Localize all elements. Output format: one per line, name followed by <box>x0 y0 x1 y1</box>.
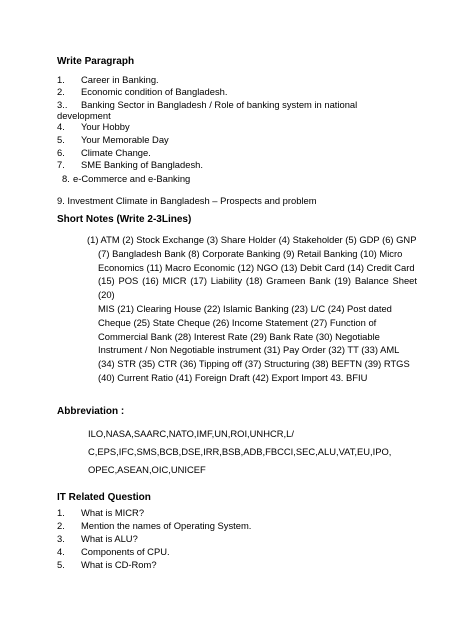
list-item-text: What is CD-Rom? <box>81 559 157 570</box>
short-notes-line: (1) ATM (2) Stock Exchange (3) Share Holder (4) Stakeholder (5) GDP (6) GNP <box>87 234 417 245</box>
list-item-number: 1. <box>57 507 65 518</box>
list-item-text: e-Commerce and e-Banking <box>73 173 191 184</box>
list-item-text: Components of CPU. <box>81 546 170 557</box>
abbreviation-line: ILO,NASA,SAARC,NATO,IMF,UN,ROI,UNHCR,L/ <box>88 428 294 439</box>
list-item-number: 5. <box>57 134 65 145</box>
short-notes-heading: Short Notes (Write 2-3Lines) <box>57 214 192 225</box>
list-item-text: Banking Sector in Bangladesh / Role of banking system in national <box>81 99 358 110</box>
abbreviation-list <box>88 425 391 479</box>
short-notes-line: Cheque (25) State Cheque (26) Income Statement (27) Function of <box>98 316 377 328</box>
short-notes-line: Commercial Bank (28) Interest Rate (29) Bank Rate (30) Negotiable <box>98 330 380 342</box>
abbreviation-line: OPEC,ASEAN,OIC,UNICEF <box>88 464 206 475</box>
list-item-text: Career in Banking. <box>81 74 159 85</box>
list-item-number: 6. <box>57 147 65 158</box>
it-related-heading: IT Related Question <box>57 492 151 503</box>
short-notes-line: (15) POS (16) MICR (17) Liability (18) Grameen Bank (19) Balance Sheet (20) <box>98 275 417 301</box>
write-paragraph-heading: Write Paragraph <box>57 56 135 67</box>
list-item-number: 8. <box>62 173 70 184</box>
short-notes-line: Economics (11) Macro Economic (12) NGO (13) Debit Card (14) Credit Card <box>98 261 415 273</box>
list-item-number: 2. <box>57 520 65 531</box>
list-item-number: 1. <box>57 74 65 85</box>
list-item-number: 4. <box>57 121 65 132</box>
list-item-number: 3.. <box>57 99 68 110</box>
list-item-text: Economic condition of Bangladesh. <box>81 86 228 97</box>
list-item-number: 5. <box>57 559 65 570</box>
abbreviation-line: C,EPS,IFC,SMS,BCB,DSE,IRR,BSB,ADB,FBCCI,SEC,ALU,VAT,EU,IPO, <box>88 446 392 457</box>
list-item-number: 4. <box>57 546 65 557</box>
abbreviation-heading: Abbreviation : <box>57 406 125 417</box>
list-item-text: SME Banking of Bangladesh. <box>81 159 203 170</box>
list-item-text: Your Memorable Day <box>81 134 169 145</box>
short-notes-line: (7) Bangladesh Bank (8) Corporate Banking (9) Retail Banking (10) Micro <box>98 247 403 259</box>
list-item-text: What is MICR? <box>81 507 145 518</box>
short-notes-line: (40) Current Ratio (41) Foreign Draft (42) Export Import 43. BFIU <box>98 371 368 383</box>
list-item-number: 7. <box>57 159 65 170</box>
list-item-number: 2. <box>57 86 65 97</box>
short-notes-paragraph <box>87 233 417 385</box>
list-item-text: Your Hobby <box>81 121 130 132</box>
list-item-text: Climate Change. <box>81 147 151 158</box>
short-notes-line: (34) STR (35) CTR (36) Tipping off (37) Structuring (38) BEFTN (39) RTGS <box>98 358 410 370</box>
list-item-number: 3. <box>57 533 65 544</box>
short-notes-line: Instrument / Non Negotiable instrument (31) Pay Order (32) TT (33) AML <box>98 344 400 356</box>
list-item-text: 9. Investment Climate in Bangladesh – Prospects and problem <box>57 195 317 206</box>
list-item-text: What is ALU? <box>81 533 138 544</box>
list-item-text: development <box>57 110 111 121</box>
list-item-text: Mention the names of Operating System. <box>81 520 252 531</box>
short-notes-line: MIS (21) Clearing House (22) Islamic Banking (23) L/C (24) Post dated <box>98 302 392 314</box>
